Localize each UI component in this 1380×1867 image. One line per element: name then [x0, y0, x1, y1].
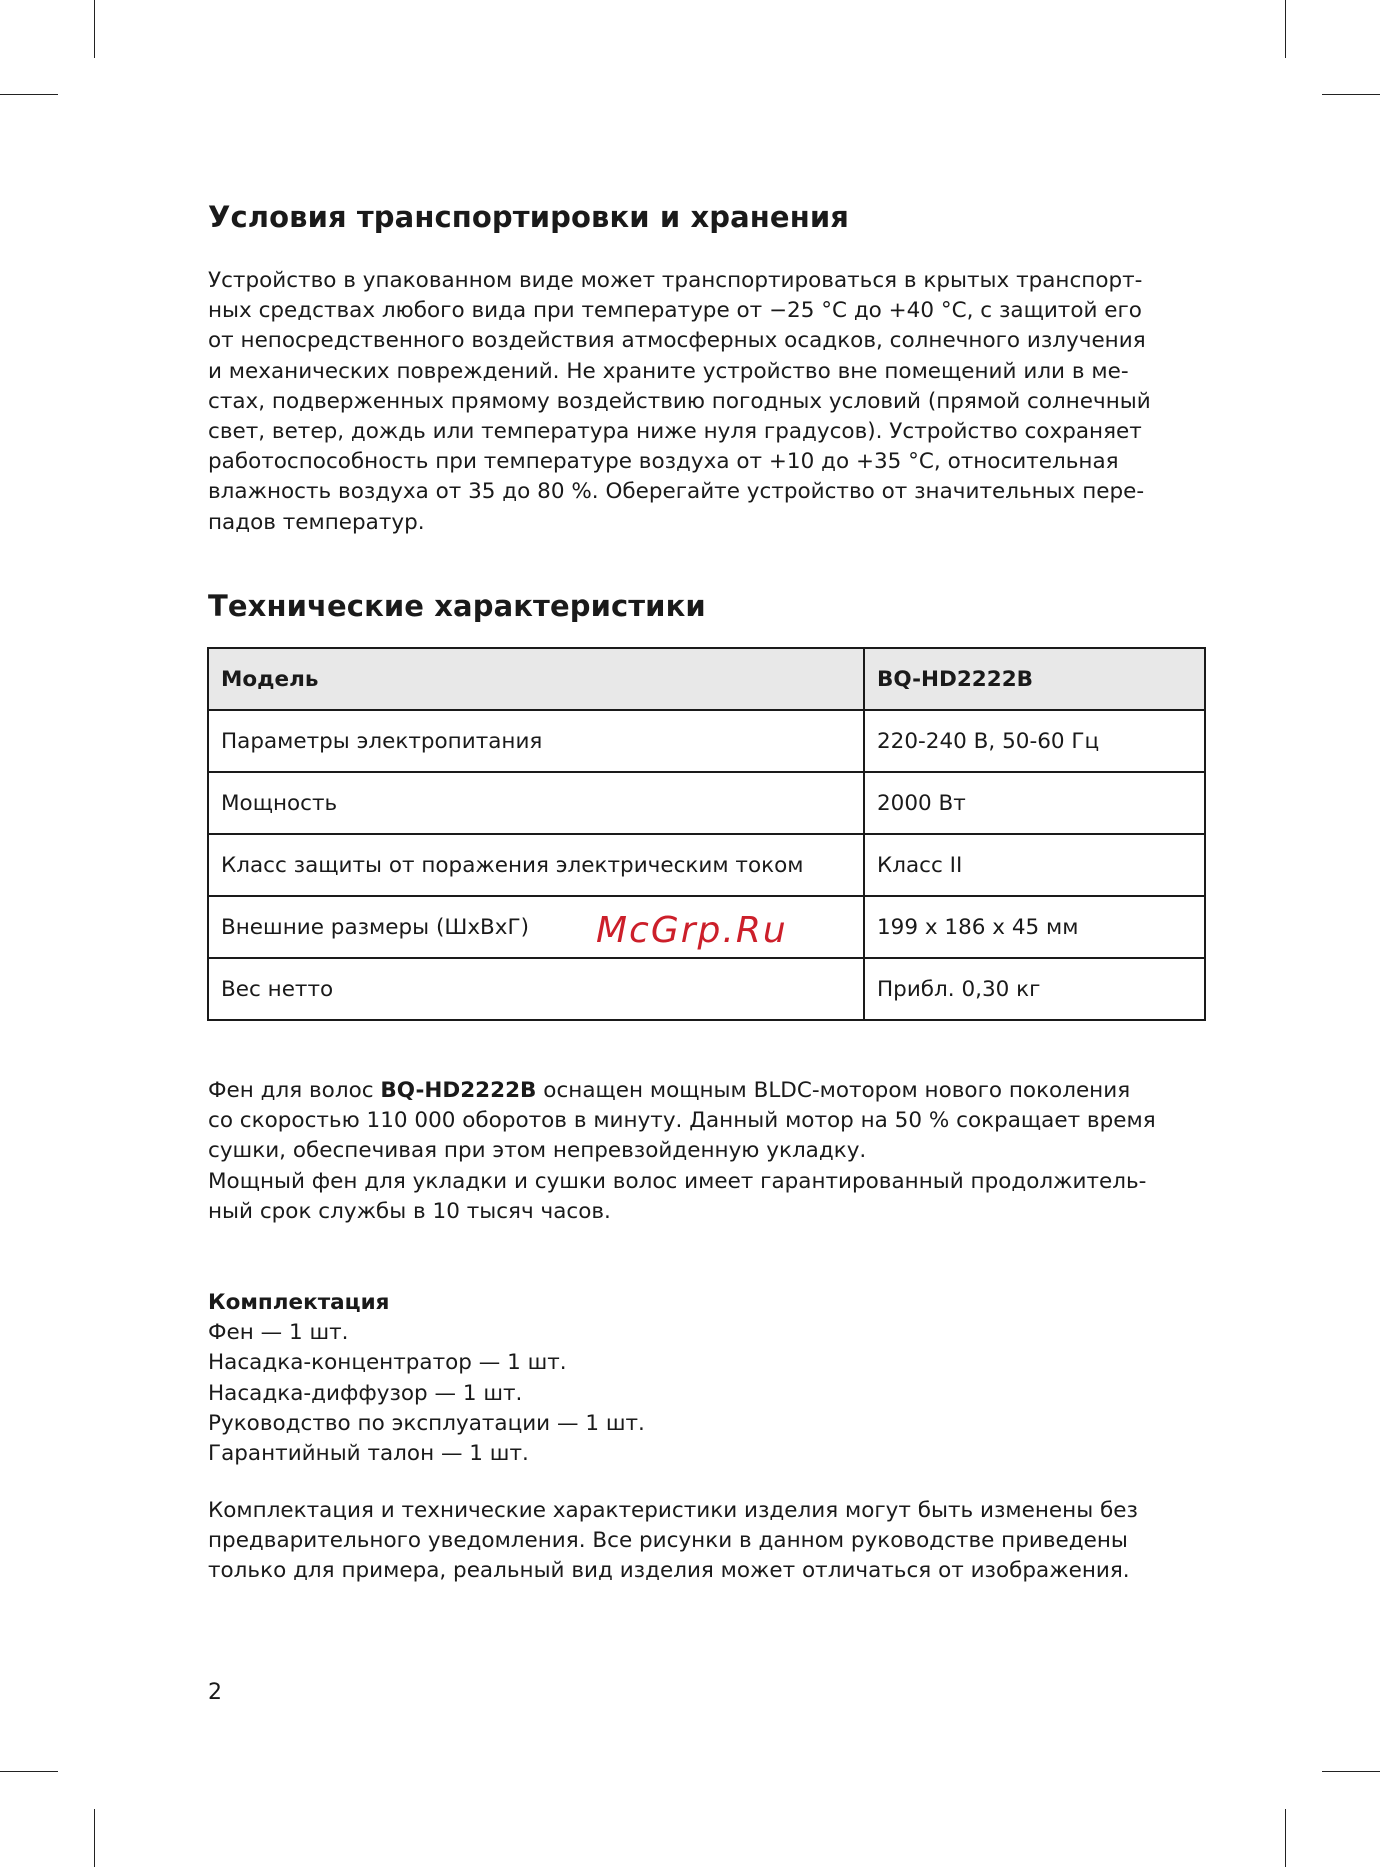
text-line: только для примера, реальный вид изделия может отличаться от изображения. [208, 1558, 1130, 1584]
page-number: 2 [208, 1680, 222, 1705]
text-line: свет, ветер, дождь или температура ниже нуля градусов). Устройство сохраняет [208, 419, 1142, 445]
text-line: Комплектация и технические характеристики изделия могут быть изменены без [208, 1498, 1138, 1523]
specs-table [207, 647, 1206, 1021]
list-item: Руководство по эксплуатации — 1 шт. [208, 1410, 645, 1436]
crop-mark-bottom-right-horizontal [1322, 1771, 1380, 1772]
spec-label: Параметры электропитания [208, 710, 864, 772]
specs-header-row [208, 648, 1205, 710]
spec-value: 199 х 186 х 45 мм [864, 896, 1205, 958]
paragraph-transport-storage [208, 266, 1208, 538]
table-row [208, 710, 1205, 772]
text-fragment: оснащен мощным BLDC-мотором нового поколения [536, 1078, 1131, 1103]
text-line: стах, подверженных прямому воздействию погодных условий (прямой солнечный [208, 388, 1151, 414]
text-line: предварительного уведомления. Все рисунки в данном руководстве приведены [208, 1528, 1128, 1554]
text-fragment: Фен для волос [208, 1078, 381, 1103]
list-item: Гарантийный талон — 1 шт. [208, 1441, 529, 1467]
table-row [208, 834, 1205, 896]
spec-label: Класс защиты от поражения электрическим током [208, 834, 864, 896]
text-line: падов температур. [208, 509, 425, 535]
text-line: сушки, обеспечивая при этом непревзойденную укладку. [208, 1138, 867, 1164]
model-name: BQ-HD2222B [380, 1078, 537, 1103]
list-item: Насадка-диффузор — 1 шт. [208, 1380, 523, 1406]
specs-header-label: Модель [208, 648, 864, 710]
specs-header-value: BQ-HD2222B [864, 648, 1205, 710]
spec-label: Мощность [208, 772, 864, 834]
spec-value: 2000 Вт [864, 772, 1205, 834]
spec-value: 220-240 В, 50-60 Гц [864, 710, 1205, 772]
table-row [208, 958, 1205, 1020]
spec-value: Прибл. 0,30 кг [864, 958, 1205, 1020]
watermark: McGrp.Ru [596, 910, 788, 951]
crop-mark-bottom-right-vertical [1285, 1809, 1286, 1867]
text-line: со скоростью 110 000 оборотов в минуту. Данный мотор на 50 % сокращает время [208, 1108, 1156, 1134]
spec-label: Внешние размеры (ШхВхГ) [208, 896, 864, 958]
text-line: Устройство в упакованном виде может транспортироваться в крытых транспорт- [208, 268, 1143, 293]
text-line: ный срок службы в 10 тысяч часов. [208, 1198, 611, 1224]
text-line: влажность воздуха от 35 до 80 %. Оберегайте устройство от значительных пере- [208, 479, 1145, 505]
crop-mark-bottom-left-vertical [94, 1809, 95, 1867]
text-line: от непосредственного воздействия атмосферных осадков, солнечного излучения [208, 328, 1146, 354]
list-item: Насадка-концентратор — 1 шт. [208, 1350, 567, 1376]
spec-label: Вес нетто [208, 958, 864, 1020]
crop-mark-bottom-left-horizontal [0, 1771, 58, 1772]
crop-mark-top-left-vertical [94, 0, 95, 58]
text-line: Мощный фен для укладки и сушки волос имеет гарантированный продолжитель- [208, 1168, 1147, 1194]
crop-mark-top-right-vertical [1285, 0, 1286, 58]
text-line: ных средствах любого вида при температуре от −25 °С до +40 °С, с защитой его [208, 298, 1142, 324]
spec-value: Класс II [864, 834, 1205, 896]
crop-mark-top-right-horizontal [1322, 94, 1380, 95]
kit-title: Комплектация [208, 1290, 390, 1315]
crop-mark-top-left-horizontal [0, 94, 58, 95]
paragraph-description [208, 1076, 1208, 1227]
list-item: Фен — 1 шт. [208, 1320, 349, 1346]
heading-technical-specs: Технические характеристики [208, 589, 706, 623]
paragraph-disclaimer [208, 1496, 1208, 1587]
table-row [208, 772, 1205, 834]
heading-transport-storage: Условия транспортировки и хранения [208, 200, 849, 234]
text-line: работоспособность при температуре воздуха от +10 до +35 °С, относительная [208, 449, 1119, 475]
kit-contents [208, 1288, 1008, 1469]
text-line: и механических повреждений. Не храните устройство вне помещений или в ме- [208, 358, 1129, 384]
